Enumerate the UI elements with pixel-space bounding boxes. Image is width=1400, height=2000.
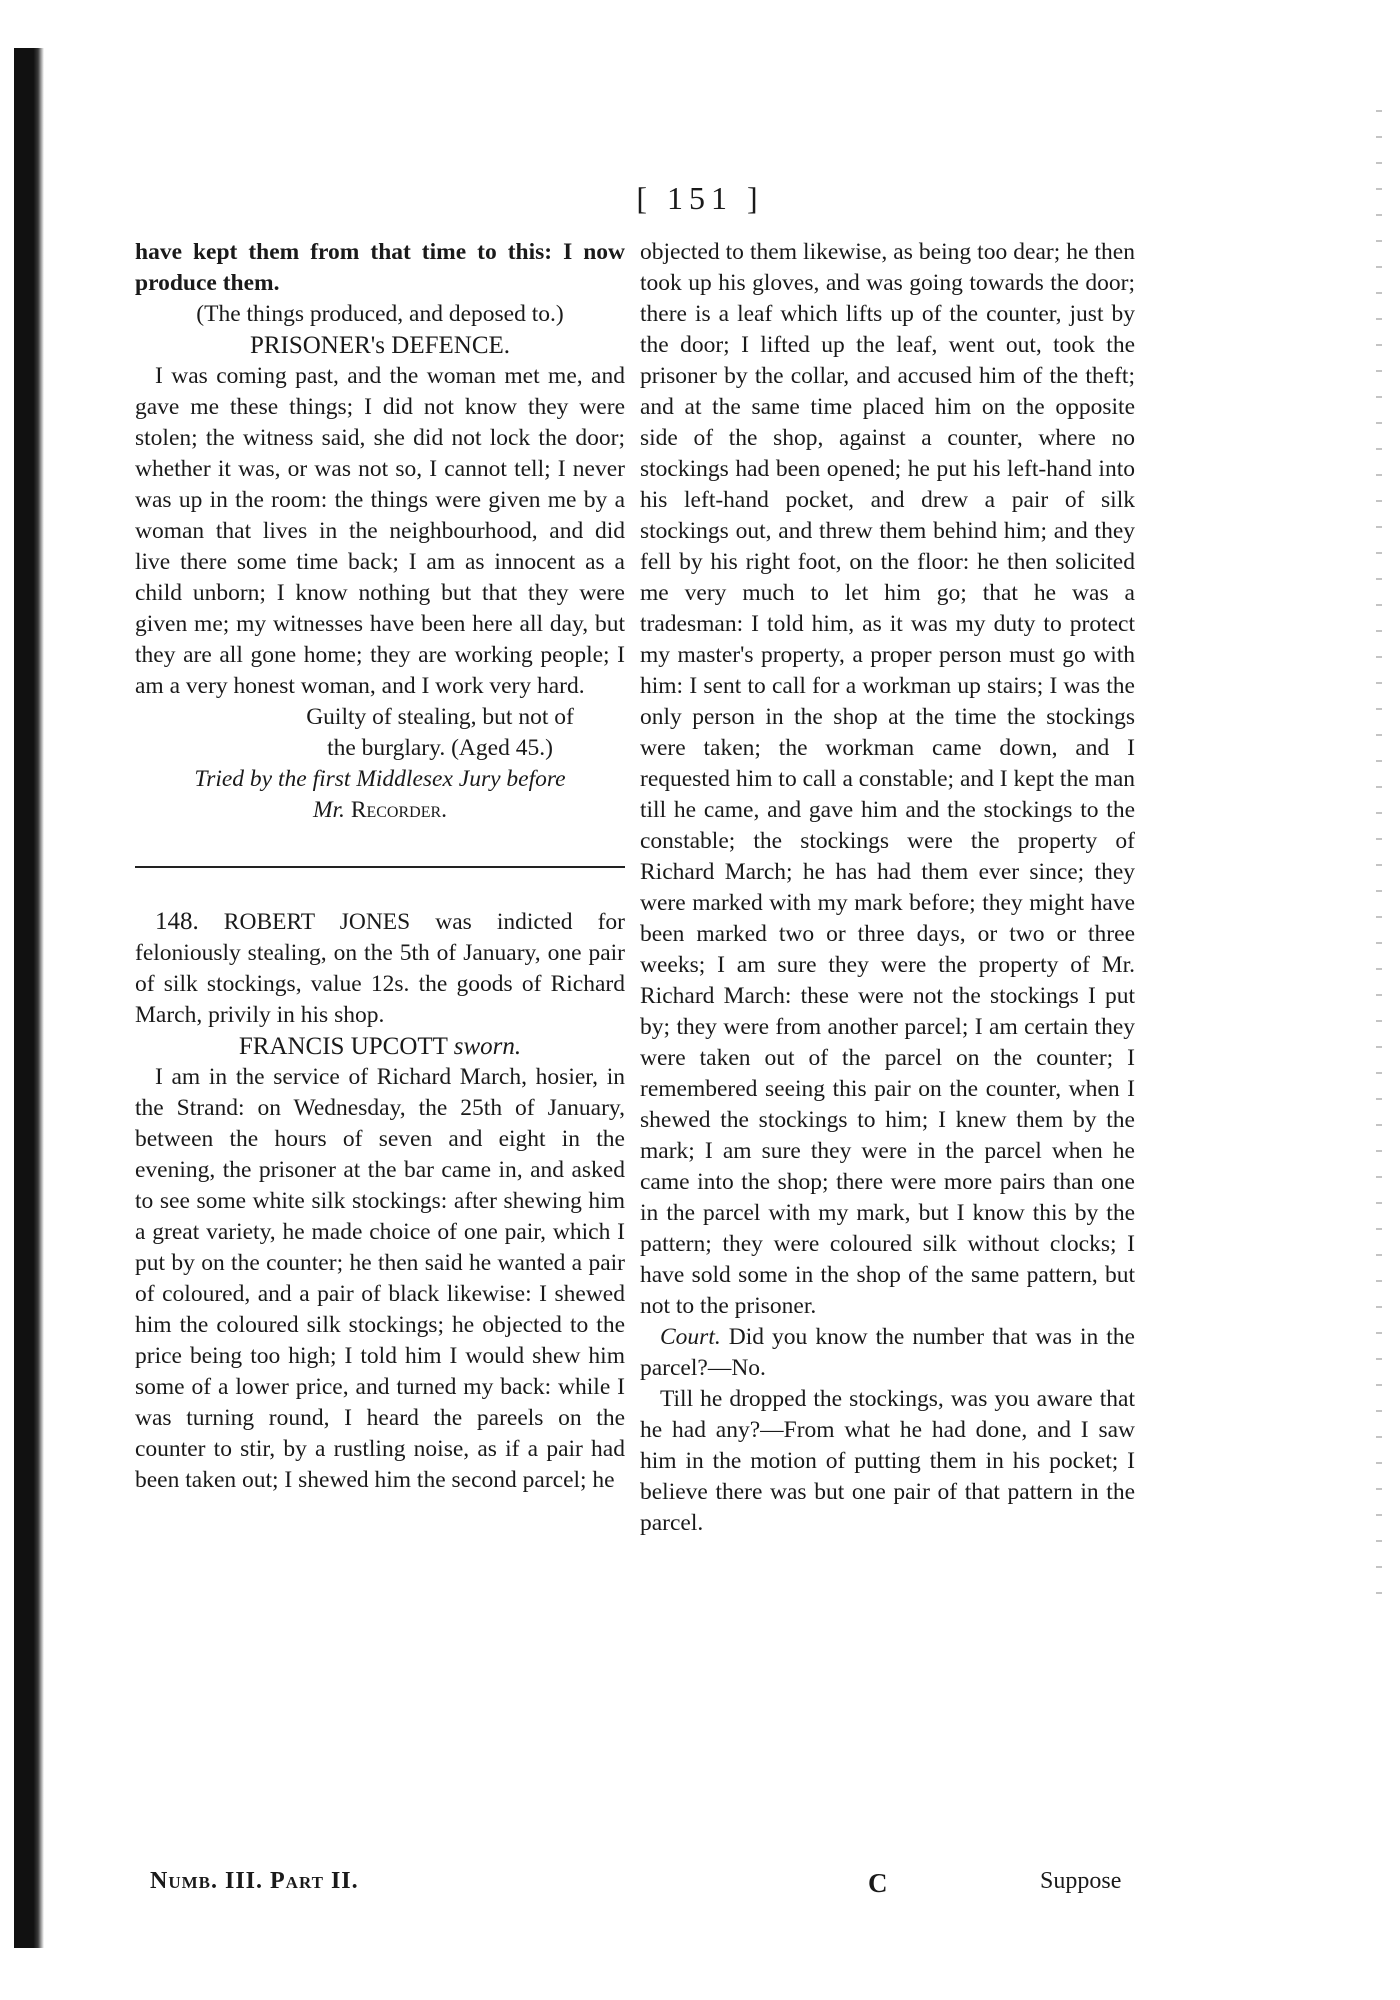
catchword: Suppose <box>1040 1868 1122 1894</box>
left-column <box>135 237 625 1496</box>
court-text: Did you know the number that was in the parcel?—No. <box>640 1324 1135 1381</box>
tried-mr: Mr. <box>312 797 345 823</box>
verdict-line-1: Guilty of stealing, but not of <box>306 704 574 730</box>
witness-name: FRANCIS UPCOTT <box>238 1033 448 1060</box>
tried-recorder: Recorder. <box>350 797 448 823</box>
right-column <box>640 237 1135 1539</box>
case-indictment <box>135 906 625 1031</box>
testimony-continued: objected to them likewise, as being too dear; he then took up his gloves, and was going towards the door; there is a leaf which lifts up of the counter, just by the door; I lifted up the leaf, went out, took the prisoner by the collar, and accused him of the theft; and at the same time placed him on the opposite side of the shop, against a counter, where no stockings had been opened; he put his left-hand into his left-hand pocket, and drew a pair of silk stockings out, and threw them behind him; and they fell by his right foot, on the floor: he then solicited me very much to let him go; that he was a tradesman: I told him, as it was my duty to protect my master's property, a proper person must go with him: I sent to call for a workman up stairs; I was the only person in the shop at the time the stockings were taken; the workman came down, and I requested him to call a constable; and I kept the man till he came, and gave him and the stockings to the constable; the stockings were the property of Richard March; he has had them ever since; they were marked with my mark before; they might have been marked two or three days, or two or three weeks; I am sure they were the property of Mr. Richard March: these were not the stockings I put by; they were from another parcel; I am certain they were taken out of the parcel on the counter; I remembered seeing this pair on the counter, when I shewed the stockings to him; I knew them by the mark; I am sure they were in the parcel when he came into the shop; there were more pairs than one in the parcel with my mark, but I know this by the pattern; they were coloured silk without clocks; I have sold some in the shop of the same pattern, but not to the prisoner. <box>640 239 1135 1319</box>
court-label: Court. <box>660 1324 721 1350</box>
case-text: ROBERT JONES was indicted for feloniously stealing, on the 5th of January, one pair of silk stockings, value 12s. the goods of Richard March, privily in his shop. <box>135 909 625 1028</box>
exhibit-note: (The things produced, and deposed to.) <box>196 301 564 327</box>
tried-line-2 <box>135 795 625 826</box>
further-question: Till he dropped the stockings, was you aware that he had any?—From what he had done, and I saw him in the motion of putting them in his pocket; I believe there was but one pair of that pattern in the parcel. <box>640 1386 1135 1536</box>
court-question <box>640 1322 1135 1384</box>
defence-heading: PRISONER's DEFENCE. <box>249 332 511 359</box>
witness-heading <box>135 1031 625 1062</box>
book-binding-edge <box>14 48 44 1948</box>
section-divider <box>135 866 625 868</box>
scan-artifact-dots <box>1376 110 1382 1610</box>
witness-testimony: I am in the service of Richard March, hosier, in the Strand: on Wednesday, the 25th of January, between the hours of seven and eight in the evening, the prisoner at the bar came in, and asked to see some white silk stockings: after shewing him a great variety, he made choice of one pair, which I put by on the counter; he then said he wanted a pair of coloured, and a pair of black likewise: I shewed him the coloured silk stockings; he objected to the price being too high; I told him I would shew him some of a lower price, and turned my back: while I was turning round, I heard the pareels on the counter to stir, by a rustling noise, as if a pair had been taken out; I shewed him the second parcel; he <box>135 1064 625 1493</box>
tried-line-1: Tried by the first Middlesex Jury before <box>194 766 566 792</box>
verdict-line-2: the burglary. (Aged 45.) <box>327 735 553 761</box>
signature-mark: C <box>868 1868 888 1898</box>
defence-text: I was coming past, and the woman met me, and gave me these things; I did not know they were stolen; the witness said, she did not lock the door; whether it was, or was not so, I cannot tell; I never was up in the room: the things were given me by a woman that lives in the neighbourhood, and did live there some time back; I am as innocent as a child unborn; I know nothing but that they were given me; my witnesses have been here all day, but they are all gone home; they are working people; I am a very honest woman, and I work very hard. <box>135 363 625 699</box>
witness-sworn: sworn. <box>453 1033 522 1060</box>
footer-part-label: Numb. III. Part II. <box>150 1868 359 1894</box>
continued-paragraph: have kept them from that time to this: I now produce them. <box>135 239 625 296</box>
case-number: 148. <box>155 908 199 935</box>
page-number: [ 151 ] <box>636 180 764 216</box>
